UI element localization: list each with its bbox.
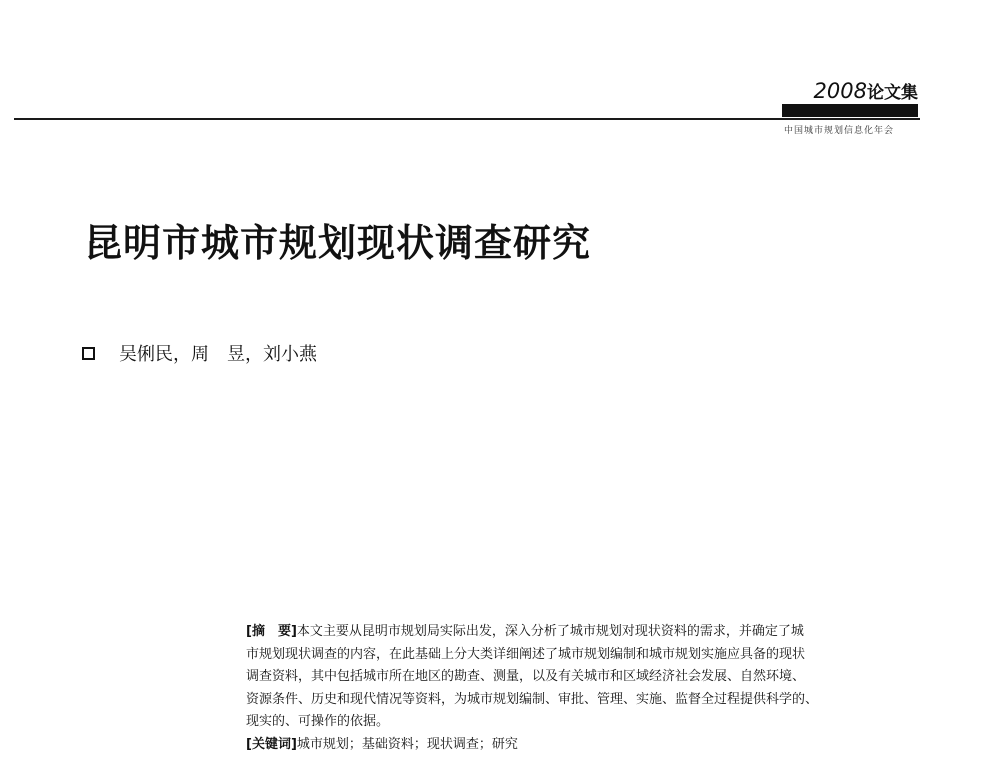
paper-title: 昆明市城市规划现状调查研究 <box>84 221 592 265</box>
abstract-line: 市规划现状调查的内容，在此基础上分大类详细阐述了城市规划编制和城市规划实施应具备的现状 <box>246 646 806 662</box>
keywords-line <box>246 734 916 757</box>
abstract-text: 本文主要从昆明市规划局实际出发，深入分析了城市规划对现状资料的需求，并确定了城 <box>296 624 804 639</box>
author-line <box>82 340 317 366</box>
abstract-block <box>246 621 916 756</box>
collection-title <box>814 78 918 103</box>
collection-year: 2008 <box>813 79 867 103</box>
abstract-label: [摘 要] <box>246 624 297 639</box>
abstract-line: 现实的、可操作的依据。 <box>246 714 390 729</box>
collection-name: 论文集 <box>867 83 918 103</box>
header-rule <box>14 118 920 120</box>
abstract-line: 资源条件、历史和现代情况等资料，为城市规划编制、审批、管理、实施、监督全过程提供科学的、 <box>246 691 819 707</box>
keywords-label: [关键词] <box>246 736 297 752</box>
conference-name: 中国城市规划信息化年会 <box>784 126 895 136</box>
keywords-text: 城市规划；基础资料；现状调查；研究 <box>296 736 518 752</box>
brand-bar <box>782 104 918 117</box>
abstract-line: 调查资料，其中包括城市所在地区的勘查、测量，以及有关城市和区域经济社会发展、自然环境、 <box>246 669 806 684</box>
author-names: 吴俐民，周 昱，刘小燕 <box>119 344 317 365</box>
abstract-line <box>246 621 916 644</box>
square-bullet-icon <box>82 347 95 360</box>
